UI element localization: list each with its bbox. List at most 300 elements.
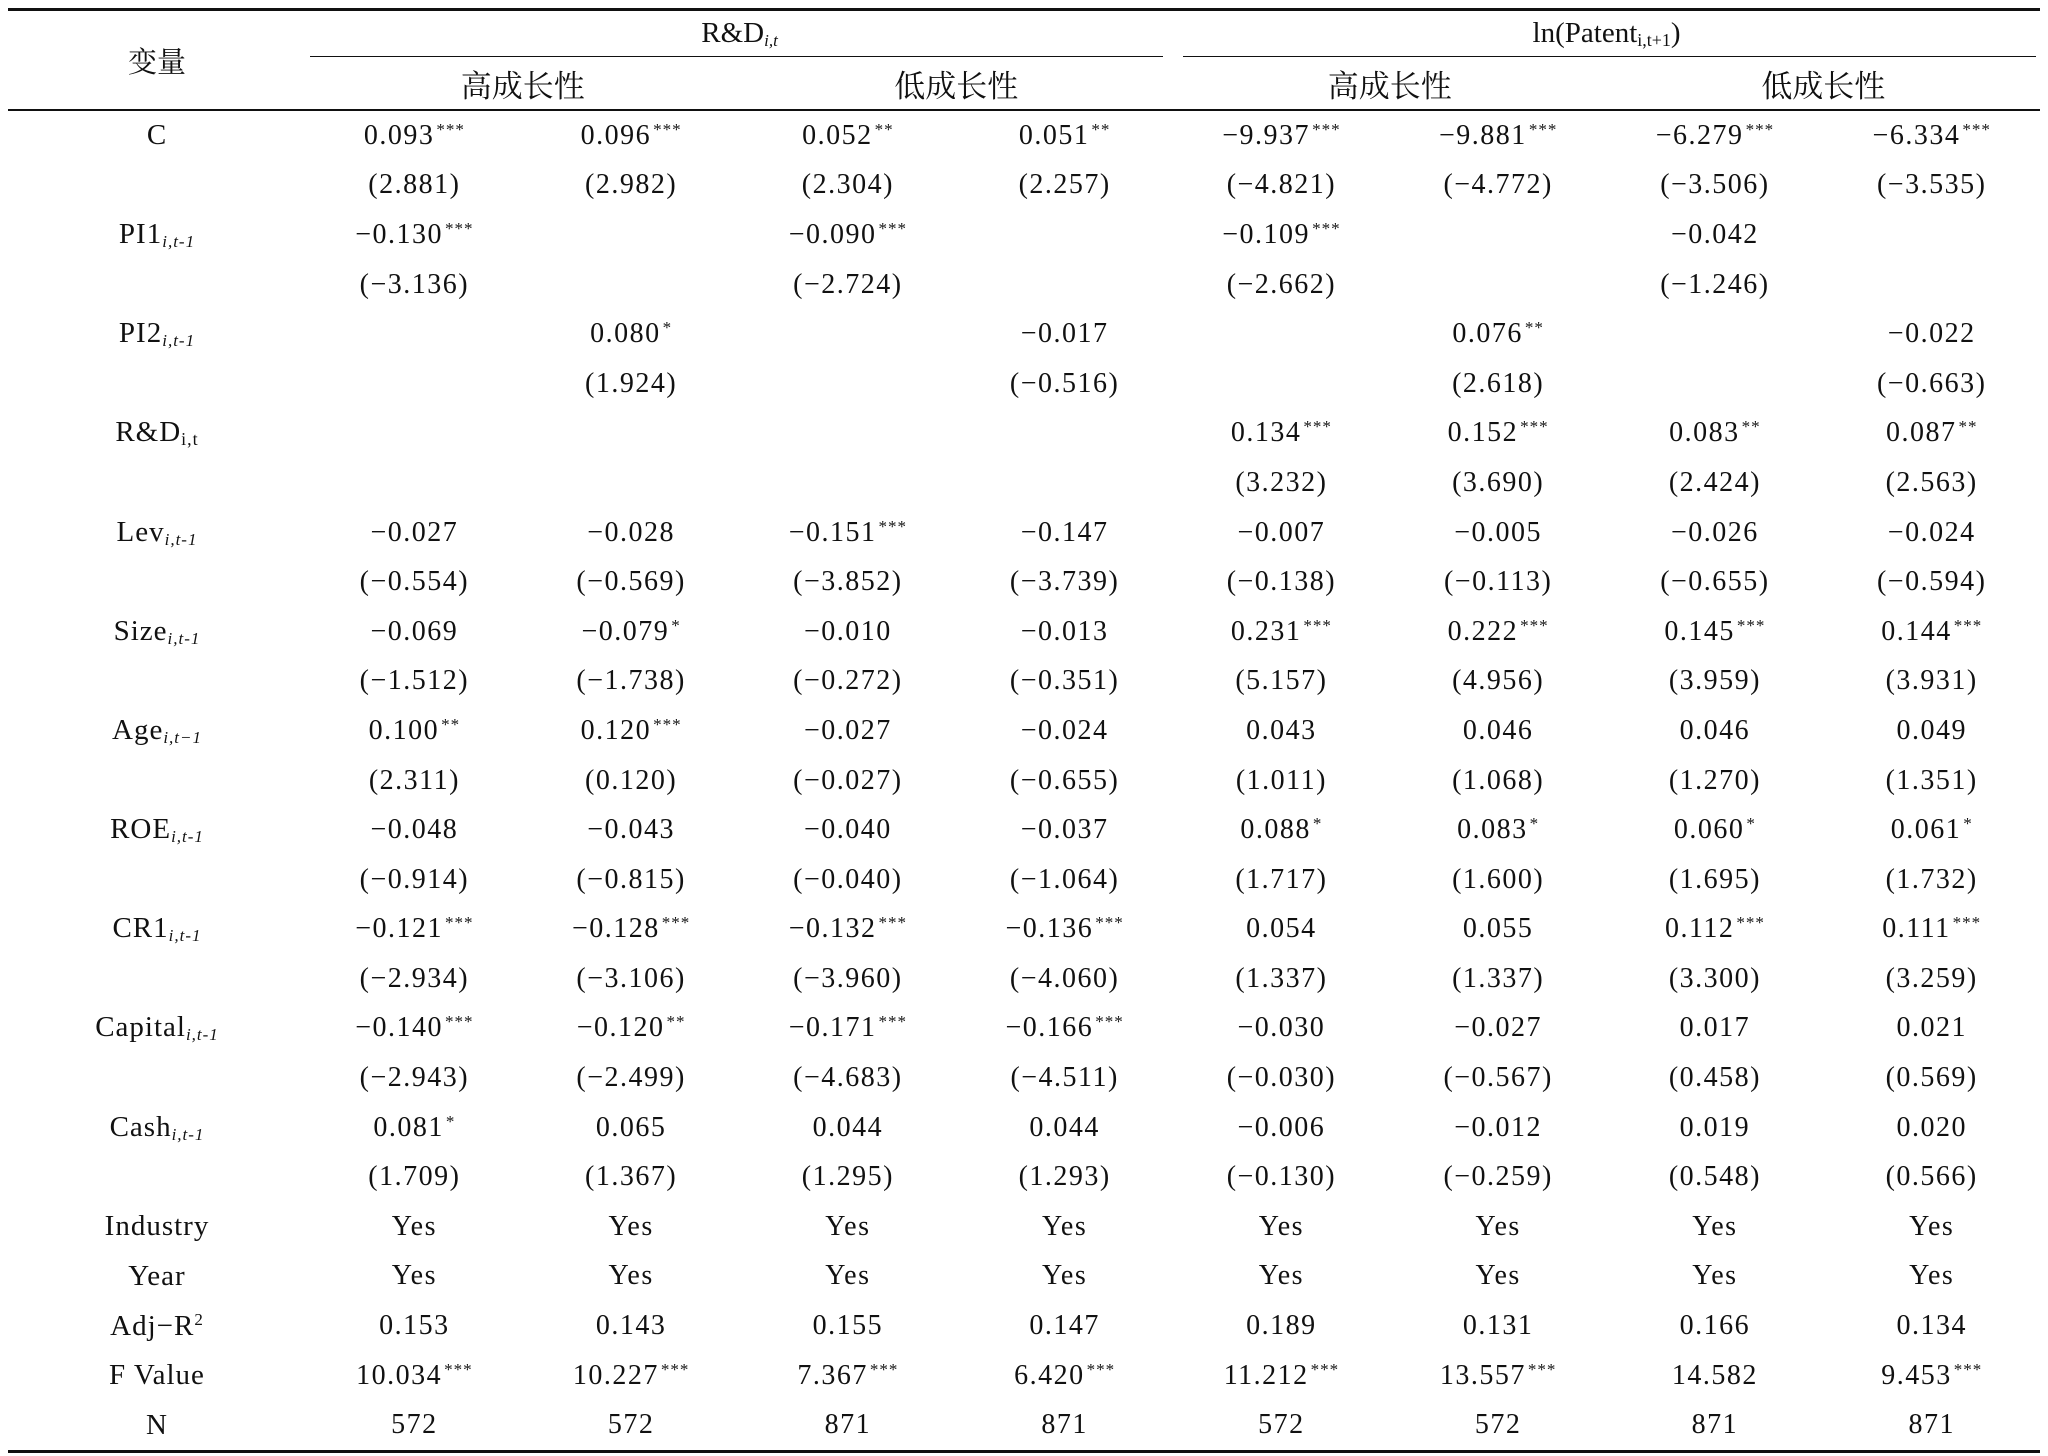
table-row: [8, 905, 2040, 955]
coefficient-cell: [1823, 309, 2040, 359]
coef-value: 10.227: [572, 1359, 659, 1391]
coef-value: 0.081: [373, 1111, 444, 1143]
coef-value: Yes: [825, 1260, 871, 1292]
t-stat-cell: (−0.259): [1443, 1161, 1553, 1193]
stat-cell: [740, 1351, 957, 1401]
coefficient-cell: [956, 1103, 1173, 1153]
coef-value: 0.046: [1679, 714, 1751, 746]
variable-name: [8, 1103, 306, 1153]
stat-cell: [1823, 1351, 2040, 1401]
variable-subscript: i,t-1: [167, 628, 201, 648]
coef-value: Yes: [1258, 1260, 1305, 1292]
significance-stars: ***: [444, 1359, 473, 1379]
coefficient-cell: [1390, 805, 1607, 855]
coef-value: −0.042: [1671, 218, 1759, 250]
t-stat-cell: (2.618): [1452, 367, 1545, 399]
t-stat-cell: (0.120): [585, 764, 678, 796]
significance-stars: **: [1958, 417, 1978, 437]
coef-value: 0.054: [1246, 913, 1317, 945]
t-stat-cell: (1.351): [1885, 764, 1978, 796]
coefficient-cell: [1607, 210, 1824, 260]
coef-value: 14.582: [1671, 1359, 1758, 1391]
coef-value: 0.049: [1896, 714, 1967, 746]
table-row: [8, 458, 2040, 508]
significance-stars: ***: [1095, 913, 1124, 933]
significance-stars: ***: [1953, 615, 1983, 635]
empty-label-cell: [8, 657, 306, 707]
significance-stars: *: [1746, 814, 1756, 834]
t-stat-cell: (3.690): [1452, 466, 1545, 498]
table-row: [8, 1400, 2040, 1451]
stat-cell: [1390, 1252, 1607, 1302]
coef-value: −0.024: [1887, 516, 1976, 548]
t-stat-cell: (−1.738): [576, 665, 686, 697]
table-row: [8, 210, 2040, 260]
coefficient-cell: [740, 409, 957, 459]
coef-value: 0.166: [1679, 1310, 1751, 1342]
variable-subscript: i,t-1: [171, 827, 204, 847]
t-stat-cell: (−4.821): [1226, 169, 1337, 201]
t-stat-cell: (−4.060): [1009, 962, 1120, 994]
variable-base: F Value: [109, 1359, 205, 1392]
significance-stars: ***: [1310, 1359, 1340, 1379]
table-row: [8, 1053, 2040, 1103]
t-stat-cell: (−0.130): [1226, 1161, 1337, 1193]
coef-value: −0.027: [1454, 1012, 1543, 1044]
stat-cell: [1607, 1351, 1824, 1401]
significance-stars: ***: [1303, 417, 1332, 437]
t-stat-cell: (−3.960): [793, 962, 903, 994]
coefficient-cell: [1173, 210, 1390, 260]
empty-label-cell: [8, 161, 306, 211]
coefficient-cell: [956, 706, 1173, 756]
significance-stars: ***: [661, 913, 691, 933]
table-row: [8, 805, 2040, 855]
variable-name: [8, 1351, 306, 1401]
coefficient-cell: [956, 805, 1173, 855]
coef-value: 871: [824, 1409, 872, 1441]
coef-value: Yes: [608, 1210, 654, 1242]
coefficient-cell: [740, 1103, 957, 1153]
stat-cell: [1173, 1202, 1390, 1252]
coef-value: Yes: [391, 1210, 437, 1242]
t-stat-cell: (3.300): [1668, 962, 1761, 994]
coefficient-cell: [740, 309, 957, 359]
t-stat-cell: [306, 359, 523, 409]
coefficient-cell: [306, 1004, 523, 1054]
coef-value: −0.017: [1020, 318, 1109, 350]
coef-value: −0.132: [788, 913, 877, 945]
stat-cell: [956, 1400, 1173, 1451]
empty-label-cell: [8, 954, 306, 1004]
coef-value: 0.134: [1230, 417, 1302, 449]
t-stat-cell: (−3.535): [1876, 169, 1987, 201]
coefficient-cell: [523, 409, 740, 459]
coefficient-cell: [1390, 210, 1607, 260]
coef-value: Yes: [1692, 1260, 1738, 1292]
patent-low-growth-header: 低成长性: [1761, 68, 1886, 104]
t-stat-cell: (−0.569): [576, 566, 686, 598]
regression-table-figure: [8, 8, 2040, 1453]
t-stat-cell: (1.709): [368, 1161, 461, 1193]
t-stat-cell: [956, 458, 1173, 508]
coefficient-cell: [306, 309, 523, 359]
t-stat-cell: (−0.030): [1226, 1062, 1337, 1094]
coefficient-cell: [1390, 905, 1607, 955]
coefficient-cell: [740, 508, 957, 558]
coefficient-cell: [306, 607, 523, 657]
significance-stars: **: [874, 119, 894, 139]
table-row: [8, 1152, 2040, 1202]
coefficient-cell: [1823, 409, 2040, 459]
table-row: [8, 161, 2040, 211]
table-row: [8, 657, 2040, 707]
t-stat-cell: (2.304): [801, 169, 894, 201]
coefficient-cell: [1173, 409, 1390, 459]
coefficient-cell: [956, 110, 1173, 161]
variable-name: [8, 905, 306, 955]
coef-value: 10.034: [356, 1359, 443, 1391]
variable-name: [8, 508, 306, 558]
t-stat-cell: (0.548): [1668, 1161, 1761, 1193]
coef-value: −0.166: [1005, 1012, 1094, 1044]
coefficient-cell: [306, 210, 523, 260]
t-stat-cell: (4.956): [1452, 665, 1545, 697]
significance-stars: ***: [878, 218, 908, 238]
table-row: [8, 756, 2040, 806]
coef-value: 0.096: [580, 119, 652, 151]
t-stat-cell: (5.157): [1235, 665, 1328, 697]
variable-name: [8, 1202, 306, 1252]
coef-value: −0.026: [1671, 516, 1759, 548]
significance-stars: *: [662, 318, 673, 338]
t-stat-cell: (3.259): [1885, 962, 1978, 994]
coef-value: 0.044: [1029, 1111, 1100, 1143]
coef-value: −0.109: [1222, 218, 1311, 250]
t-stat-cell: (−2.662): [1226, 268, 1337, 300]
variable-name: [8, 309, 306, 359]
coefficient-cell: [306, 110, 523, 161]
coef-value: 0.155: [812, 1310, 884, 1342]
coef-value: −0.079: [581, 615, 670, 647]
stat-cell: [1173, 1301, 1390, 1351]
coef-value: 572: [391, 1409, 438, 1441]
coefficient-cell: [1607, 1103, 1824, 1153]
empty-label-cell: [8, 1152, 306, 1202]
coefficient-cell: [523, 805, 740, 855]
t-stat-cell: (−1.246): [1660, 268, 1770, 300]
coef-value: 0.231: [1230, 615, 1302, 647]
coefficient-cell: [523, 110, 740, 161]
t-stat-cell: (−0.138): [1226, 566, 1337, 598]
coef-value: 0.143: [595, 1310, 667, 1342]
coefficient-cell: [1173, 706, 1390, 756]
patent-group-header: ln(Patenti,t+1): [1173, 10, 2040, 58]
coefficient-cell: [1607, 905, 1824, 955]
coef-value: 0.044: [812, 1111, 884, 1143]
t-stat-cell: (−0.594): [1876, 566, 1987, 598]
stat-cell: [1390, 1400, 1607, 1451]
t-stat-cell: (−0.351): [1009, 665, 1120, 697]
table-row: [8, 1252, 2040, 1302]
coef-value: −0.012: [1454, 1111, 1543, 1143]
t-stat-cell: [1173, 359, 1390, 409]
significance-stars: *: [1963, 814, 1973, 834]
significance-stars: ***: [878, 1012, 908, 1032]
coef-value: 0.065: [595, 1111, 667, 1143]
t-stat-cell: (−0.815): [576, 863, 686, 895]
empty-label-cell: [8, 260, 306, 310]
t-stat-cell: (1.337): [1235, 962, 1328, 994]
variable-name: [8, 805, 306, 855]
t-stat-cell: [1823, 260, 2040, 310]
variable-name: [8, 1301, 306, 1351]
t-stat-cell: (−2.934): [359, 962, 470, 994]
coefficient-cell: [1390, 1004, 1607, 1054]
coefficient-cell: [1823, 508, 2040, 558]
stat-cell: [523, 1202, 740, 1252]
coef-value: 0.131: [1462, 1310, 1534, 1342]
coefficient-cell: [1607, 508, 1824, 558]
significance-stars: ***: [1736, 913, 1765, 933]
stat-cell: [956, 1202, 1173, 1252]
empty-label-cell: [8, 1053, 306, 1103]
t-stat-cell: (1.695): [1668, 863, 1761, 895]
stat-cell: [956, 1351, 1173, 1401]
t-stat-cell: (−0.655): [1009, 764, 1120, 796]
significance-stars: ***: [1527, 1359, 1557, 1379]
coefficient-cell: [523, 905, 740, 955]
coefficient-cell: [1607, 110, 1824, 161]
coef-value: −0.040: [803, 814, 892, 846]
t-stat-cell: (1.270): [1668, 764, 1761, 796]
empty-label-cell: [8, 756, 306, 806]
significance-stars: ***: [1095, 1012, 1124, 1032]
variable-name: [8, 1004, 306, 1054]
variable-base: PI1: [118, 217, 163, 250]
variable-base: Age: [112, 713, 164, 746]
stat-cell: [523, 1301, 740, 1351]
empty-label-cell: [8, 458, 306, 508]
variable-name: [8, 110, 306, 161]
coef-value: 0.153: [379, 1310, 450, 1342]
t-stat-cell: (−3.506): [1660, 169, 1770, 201]
coefficient-cell: [523, 706, 740, 756]
variable-base: Cash: [109, 1110, 172, 1143]
variable-base: Capital: [95, 1011, 186, 1044]
variable-base: Size: [113, 614, 168, 647]
variable-name: [8, 706, 306, 756]
coefficient-cell: [1173, 805, 1390, 855]
table-row: [8, 409, 2040, 459]
variable-subscript: i,t-1: [162, 231, 196, 251]
significance-stars: ***: [1736, 615, 1766, 635]
coefficient-cell: [306, 409, 523, 459]
t-stat-cell: (−0.554): [359, 566, 470, 598]
coef-value: 572: [607, 1409, 655, 1441]
coefficient-cell: [1823, 607, 2040, 657]
stat-cell: [1607, 1400, 1824, 1451]
t-stat-cell: [1607, 359, 1824, 409]
coefficient-cell: [1173, 905, 1390, 955]
coef-value: −6.334: [1872, 119, 1961, 151]
t-stat-cell: (1.600): [1452, 863, 1545, 895]
coef-value: −0.005: [1454, 516, 1543, 548]
table-row: [8, 1301, 2040, 1351]
significance-stars: **: [1091, 119, 1111, 139]
coef-value: 0.093: [363, 119, 435, 151]
significance-stars: **: [1524, 318, 1544, 338]
coef-value: 0.017: [1679, 1012, 1751, 1044]
t-stat-cell: (−0.663): [1876, 367, 1987, 399]
significance-stars: **: [666, 1012, 686, 1032]
t-stat-cell: (1.717): [1235, 863, 1328, 895]
coef-value: 0.189: [1246, 1310, 1317, 1342]
table-row: [8, 1103, 2040, 1153]
rd-high-growth-header: 高成长性: [460, 68, 585, 104]
t-stat-cell: (−0.272): [793, 665, 903, 697]
coef-value: 0.020: [1896, 1111, 1967, 1143]
coef-value: Yes: [1042, 1260, 1088, 1292]
coefficient-cell: [1390, 409, 1607, 459]
stat-cell: [306, 1351, 523, 1401]
stat-cell: [306, 1252, 523, 1302]
variable-subscript: i,t-1: [185, 1025, 219, 1045]
t-stat-cell: [523, 260, 740, 310]
t-stat-cell: (2.982): [585, 169, 678, 201]
coef-value: 0.055: [1462, 913, 1534, 945]
coefficient-cell: [956, 905, 1173, 955]
stat-cell: [956, 1252, 1173, 1302]
stat-cell: [523, 1400, 740, 1451]
stat-cell: [1173, 1252, 1390, 1302]
coef-value: −0.043: [587, 814, 676, 846]
coefficient-cell: [1390, 309, 1607, 359]
significance-stars: ***: [1952, 913, 1982, 933]
coef-value: 0.111: [1882, 913, 1951, 945]
stat-cell: [1390, 1351, 1607, 1401]
variable-base: Year: [128, 1259, 186, 1292]
table-row: [8, 508, 2040, 558]
coef-value: −0.028: [587, 516, 676, 548]
significance-stars: ***: [1953, 1359, 1983, 1379]
coef-value: 0.046: [1462, 714, 1534, 746]
table-row: [8, 1351, 2040, 1401]
t-stat-cell: [306, 458, 523, 508]
coefficient-cell: [1823, 1004, 2040, 1054]
empty-label-cell: [8, 359, 306, 409]
coef-value: −0.140: [355, 1012, 444, 1044]
variable-base: C: [146, 119, 168, 152]
significance-stars: ***: [869, 1359, 899, 1379]
coefficient-cell: [1390, 607, 1607, 657]
coef-value: −0.006: [1237, 1111, 1326, 1143]
coef-value: 0.144: [1881, 615, 1952, 647]
significance-stars: **: [1741, 417, 1761, 437]
t-stat-cell: (−4.683): [793, 1062, 903, 1094]
t-stat-cell: (−0.655): [1660, 566, 1770, 598]
coef-value: −0.121: [355, 913, 444, 945]
coefficient-cell: [306, 905, 523, 955]
variable-base: Industry: [104, 1210, 210, 1243]
t-stat-cell: (3.959): [1668, 665, 1761, 697]
t-stat-cell: [740, 458, 957, 508]
t-stat-cell: (−2.724): [793, 268, 903, 300]
stat-cell: [1823, 1202, 2040, 1252]
coef-value: Yes: [1692, 1210, 1738, 1242]
coefficient-cell: [1390, 508, 1607, 558]
coefficient-cell: [956, 409, 1173, 459]
coefficient-cell: [1607, 409, 1824, 459]
stat-cell: [1390, 1301, 1607, 1351]
coefficient-cell: [306, 805, 523, 855]
coefficient-cell: [740, 110, 957, 161]
variable-subscript: i,t: [181, 429, 199, 450]
stat-cell: [523, 1351, 740, 1401]
coef-value: −0.013: [1020, 615, 1109, 647]
coefficient-cell: [523, 210, 740, 260]
t-stat-cell: (−0.914): [359, 863, 470, 895]
coefficient-cell: [306, 706, 523, 756]
table-row: [8, 557, 2040, 607]
t-stat-cell: (−0.113): [1443, 566, 1553, 598]
coef-value: 0.051: [1018, 119, 1090, 151]
regression-table: [8, 8, 2040, 1453]
coef-value: 0.100: [368, 714, 440, 746]
t-stat-cell: (−0.516): [1009, 367, 1120, 399]
coef-value: Yes: [608, 1260, 654, 1292]
coef-value: Yes: [825, 1210, 871, 1242]
variable-name: [8, 1252, 306, 1302]
variable-base: Lev: [116, 515, 165, 548]
coef-value: −0.007: [1237, 516, 1326, 548]
t-stat-cell: (−2.499): [576, 1062, 686, 1094]
coef-value: 7.367: [797, 1359, 868, 1391]
coef-value: 0.147: [1029, 1310, 1100, 1342]
t-stat-cell: (−3.739): [1009, 566, 1120, 598]
t-stat-cell: [523, 458, 740, 508]
coef-value: −9.937: [1222, 119, 1311, 151]
t-stat-cell: (2.424): [1668, 466, 1761, 498]
coefficient-cell: [1607, 1004, 1824, 1054]
coef-value: −0.010: [803, 615, 892, 647]
coef-value: 0.134: [1896, 1310, 1967, 1342]
coefficient-cell: [1823, 706, 2040, 756]
variable-superscript: 2: [194, 1309, 204, 1329]
coefficient-cell: [1173, 607, 1390, 657]
coefficient-cell: [740, 607, 957, 657]
t-stat-cell: (1.068): [1452, 764, 1545, 796]
significance-stars: ***: [436, 119, 465, 139]
coef-value: 0.087: [1885, 417, 1957, 449]
significance-stars: ***: [1086, 1359, 1116, 1379]
coefficient-cell: [1823, 805, 2040, 855]
coef-value: 871: [1908, 1409, 1955, 1441]
coef-value: 572: [1474, 1409, 1522, 1441]
t-stat-cell: (2.311): [368, 764, 460, 796]
empty-label-cell: [8, 855, 306, 905]
coef-value: −0.090: [788, 218, 877, 250]
table-row: [8, 706, 2040, 756]
coefficient-cell: [523, 607, 740, 657]
coef-value: −0.022: [1887, 318, 1976, 350]
coef-value: 6.420: [1014, 1359, 1085, 1391]
table-row: [8, 954, 2040, 1004]
coef-value: 0.145: [1664, 615, 1735, 647]
t-stat-cell: (−4.511): [1010, 1062, 1119, 1094]
coef-value: −9.881: [1439, 119, 1527, 151]
coefficient-cell: [523, 1103, 740, 1153]
